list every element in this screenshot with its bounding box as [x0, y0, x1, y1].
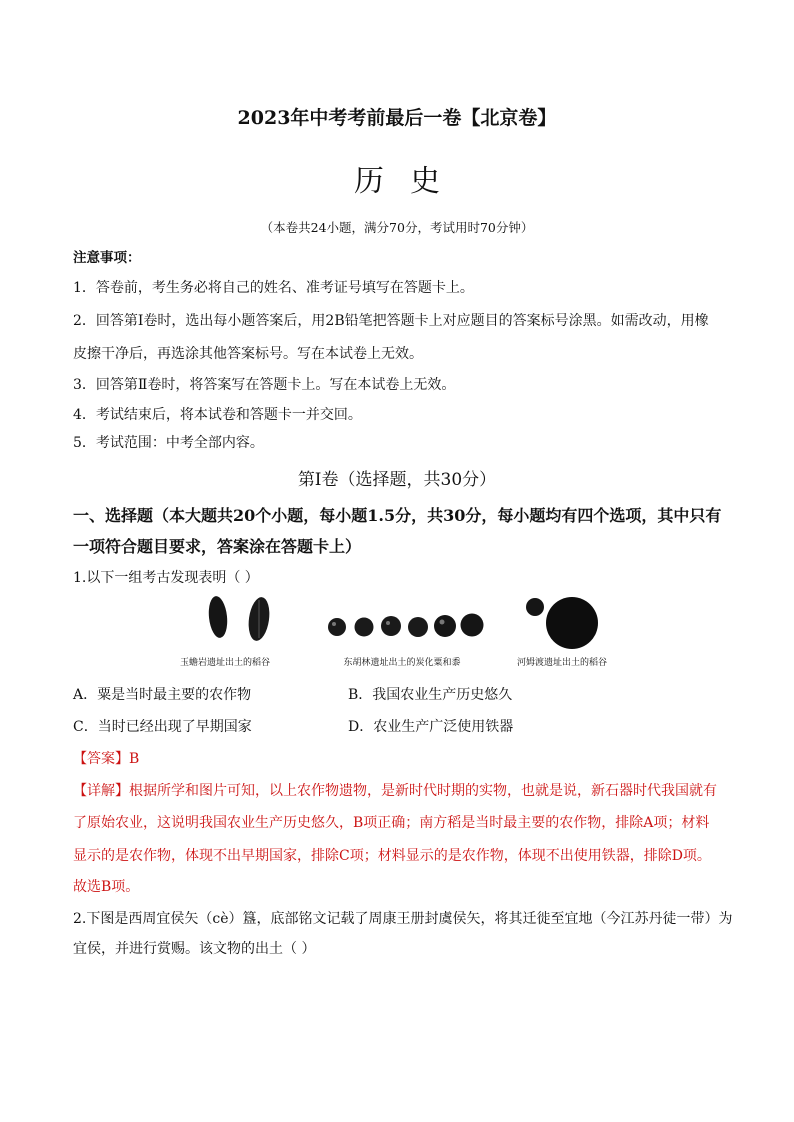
explanation-line: [73, 780, 717, 800]
carbonized-millet-donghulin: [328, 614, 484, 638]
archaeology-grains-figure: [170, 592, 630, 672]
question-2-stem: 宜侯，并进行赏赐。该文物的出土（ ）: [73, 941, 316, 957]
figure-caption: 玉蟾岩遗址出土的稻谷: [179, 658, 271, 668]
explanation-label: 【详解】: [73, 783, 129, 799]
section-title: 第Ⅰ卷（选择题，共30分）: [297, 470, 497, 490]
exam-info: （本卷共24小题，满分70分，考试用时70分钟）: [260, 220, 534, 235]
note-item: 5．考试范围：中考全部内容。: [73, 435, 264, 451]
option-a: A．粟是当时最主要的农作物: [73, 687, 252, 703]
question-2-stem: 2.下图是西周宜侯矢（cè）簋，底部铭文记载了周康王册封虞侯矢，将其迁徙至宜地（今江苏丹徒一带）为: [73, 911, 733, 927]
option-c: C．当时已经出现了早期国家: [73, 719, 252, 735]
explanation-text: 根据所学和图片可知，以上农作物遗物，是新时代时期的实物，也就是说，新石器时代我国就有: [129, 783, 717, 799]
note-item: 3．回答第Ⅱ卷时，将答案写在答题卡上。写在本试卷上无效。: [73, 377, 456, 393]
note-item: 1．答卷前，考生务必将自己的姓名、准考证号填写在答题卡上。: [73, 280, 474, 296]
explanation-line: 故选B项。: [73, 879, 140, 895]
question-1-stem: 1.以下一组考古发现表明（ ）: [73, 570, 259, 586]
note-item: 4．考试结束后，将本试卷和答题卡一并交回。: [73, 407, 362, 423]
figure-caption: 河姆渡遗址出土的稻谷: [516, 658, 608, 668]
rice-grains-yuchanyan: [207, 595, 272, 642]
option-b: B．我国农业生产历史悠久: [348, 687, 513, 703]
notes-heading: 注意事项：: [73, 250, 141, 266]
option-d: D．农业生产广泛使用铁器: [348, 719, 514, 735]
explanation-line: 显示的是农作物，体现不出早期国家，排除C项；材料显示的是农作物，体现不出使用铁器，排除D项。: [73, 848, 711, 864]
subject-title: 历史: [354, 164, 466, 199]
exam-title: 2023年中考考前最后一卷【北京卷】: [237, 107, 557, 129]
part-heading: 一、选择题（本大题共20个小题，每小题1.5分，共30分，每小题均有四个选项，其中只有: [73, 506, 722, 525]
note-item: 2．回答第Ⅰ卷时，选出每小题答案后，用2B铅笔把答题卡上对应题目的答案标号涂黑。如需改动，用橡: [73, 313, 709, 329]
figure-caption: 东胡林遗址出土的炭化粟和黍: [343, 658, 461, 668]
part-heading: 一项符合题目要求，答案涂在答题卡上）: [73, 537, 362, 556]
answer-label: 【答案】B: [73, 751, 140, 767]
note-item: 皮擦干净后，再选涂其他答案标号。写在本试卷上无效。: [73, 346, 423, 362]
rice-grains-hemudu: [526, 597, 598, 649]
explanation-line: 了原始农业，这说明我国农业生产历史悠久，B项正确；南方稻是当时最主要的农作物，排除A项；材料: [73, 815, 710, 831]
